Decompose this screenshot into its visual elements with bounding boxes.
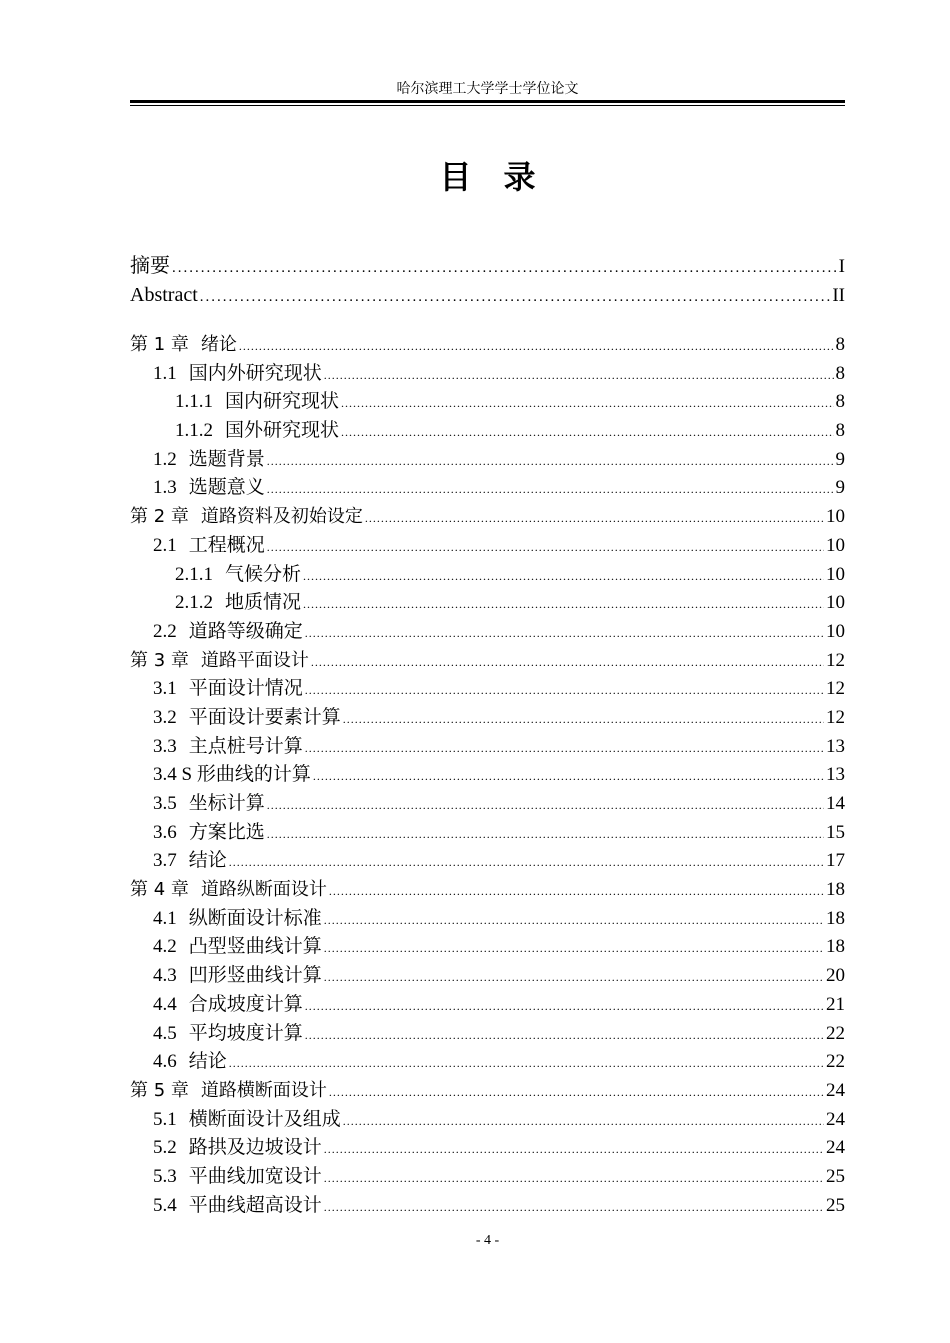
toc-section-entry[interactable] bbox=[130, 589, 845, 618]
toc-section-entry[interactable] bbox=[130, 933, 845, 962]
toc-chapter-entry[interactable] bbox=[130, 503, 845, 532]
toc-leader-dots bbox=[324, 934, 824, 963]
toc-entry-title: 道路横断面设计 bbox=[200, 1079, 327, 1101]
toc-entry-page: 18 bbox=[826, 879, 845, 901]
toc-entry-number: 4.1 bbox=[153, 907, 177, 929]
toc-entry-title: 平面设计情况 bbox=[188, 678, 303, 700]
toc-section-entry[interactable] bbox=[130, 733, 845, 762]
toc-leader-dots bbox=[343, 705, 824, 734]
toc-leader-dots bbox=[239, 332, 834, 361]
toc-entry-page: 24 bbox=[826, 1079, 845, 1101]
toc-section-entry[interactable] bbox=[130, 991, 845, 1020]
toc-entry-title: 结论 bbox=[188, 850, 227, 872]
toc-entry-number: 5.4 bbox=[153, 1194, 177, 1216]
toc-entry-number: 1.3 bbox=[153, 477, 177, 499]
toc-entry-page: 10 bbox=[826, 563, 845, 585]
toc-entry-page: 15 bbox=[826, 821, 845, 843]
page-title: 目录 bbox=[439, 158, 568, 196]
toc-leader-dots bbox=[267, 533, 824, 562]
toc-leader-dots bbox=[267, 447, 834, 476]
toc-entry-number: 第 2 章 bbox=[130, 506, 189, 528]
toc-entry-title: 凸型竖曲线计算 bbox=[188, 936, 322, 958]
toc-entry-number: 3.6 bbox=[153, 821, 177, 843]
toc-entry-title: 路拱及边坡设计 bbox=[188, 1137, 322, 1159]
toc-entry-page: 9 bbox=[835, 477, 845, 499]
toc-entry-page: 8 bbox=[835, 362, 845, 384]
toc-entry-title: 平曲线超高设计 bbox=[188, 1194, 322, 1216]
toc-entry-number: 5.3 bbox=[153, 1165, 177, 1187]
toc-entry-title: 结论 bbox=[188, 1051, 227, 1073]
toc-entry-page: 8 bbox=[835, 420, 845, 442]
toc-entry-page: 18 bbox=[826, 936, 845, 958]
toc-entry-title: 3.4 S 形曲线的计算 bbox=[153, 764, 311, 786]
toc-section-entry[interactable] bbox=[130, 388, 845, 417]
toc-section-entry[interactable] bbox=[130, 360, 845, 389]
toc-section-entry[interactable] bbox=[130, 446, 845, 475]
toc-entry-page: 24 bbox=[826, 1108, 845, 1130]
toc-section-entry[interactable] bbox=[130, 1134, 845, 1163]
toc-entry-title: 道路等级确定 bbox=[188, 620, 303, 642]
toc-leader-dots bbox=[305, 676, 824, 705]
toc-chapter-entry[interactable] bbox=[130, 647, 845, 676]
toc-leader-dots bbox=[267, 475, 834, 504]
toc-leader-dots bbox=[305, 734, 824, 763]
toc-entry-number: 1.1.1 bbox=[175, 391, 213, 413]
toc-leader-dots bbox=[200, 283, 831, 312]
toc-section-entry[interactable] bbox=[130, 962, 845, 991]
toc-entry-number: 4.6 bbox=[153, 1051, 177, 1073]
toc-section-entry[interactable] bbox=[130, 675, 845, 704]
toc-section-entry[interactable] bbox=[130, 790, 845, 819]
toc-entry-title: 绪论 bbox=[200, 334, 237, 355]
toc-section-entry[interactable] bbox=[130, 474, 845, 503]
toc-leader-dots bbox=[229, 848, 824, 877]
toc-entry-page: 25 bbox=[826, 1194, 845, 1216]
toc-entry-title: 道路平面设计 bbox=[200, 649, 309, 671]
toc-leader-dots bbox=[267, 820, 824, 849]
toc-leader-dots bbox=[343, 1107, 824, 1136]
header-rule-thin bbox=[130, 105, 845, 106]
toc-entry-page: II bbox=[832, 284, 845, 306]
toc-leader-dots bbox=[324, 361, 834, 390]
toc-entry-number: 第 3 章 bbox=[130, 649, 189, 671]
toc-leader-dots bbox=[329, 877, 824, 906]
toc-entry-title: 气候分析 bbox=[225, 563, 302, 585]
toc-leader-dots bbox=[341, 418, 833, 447]
toc-leader-dots bbox=[311, 648, 824, 677]
toc-leader-dots bbox=[305, 992, 824, 1021]
toc-entry-page: 13 bbox=[826, 764, 845, 786]
toc-entry-number: 2.1.2 bbox=[175, 592, 213, 614]
toc-entry-number: 3.1 bbox=[153, 678, 177, 700]
toc-leader-dots bbox=[313, 762, 824, 791]
toc-entry-number: 5.1 bbox=[153, 1108, 177, 1130]
toc-entry-number: 1.1 bbox=[153, 362, 177, 384]
toc-leader-dots bbox=[267, 791, 824, 820]
toc-leader-dots bbox=[365, 504, 824, 533]
toc-section-entry[interactable] bbox=[130, 1192, 845, 1221]
toc-leader-dots bbox=[303, 562, 824, 591]
toc-chapter-entry[interactable] bbox=[130, 876, 845, 905]
toc-entry-number: 3.7 bbox=[153, 850, 177, 872]
toc-entry-page: 10 bbox=[826, 620, 845, 642]
toc-section-entry[interactable] bbox=[130, 561, 845, 590]
toc-entry-page: I bbox=[838, 256, 845, 277]
toc-entry-page: 12 bbox=[826, 649, 845, 671]
toc-leader-dots bbox=[303, 590, 824, 619]
toc-leader-dots bbox=[172, 254, 837, 283]
toc-entry-number: 4.2 bbox=[153, 936, 177, 958]
toc-entry-title: 凹形竖曲线计算 bbox=[188, 965, 322, 987]
toc-entry-number: 第 1 章 bbox=[130, 334, 189, 355]
toc-entry-page: 8 bbox=[835, 334, 845, 355]
toc-entry-page: 12 bbox=[826, 706, 845, 728]
toc-entry-number: 第 4 章 bbox=[130, 879, 189, 901]
toc-entry-number: 4.4 bbox=[153, 993, 177, 1015]
toc-entry-title: 国内外研究现状 bbox=[188, 362, 322, 384]
toc-leader-dots bbox=[341, 389, 833, 418]
toc-entry-page: 8 bbox=[835, 391, 845, 413]
toc-entry-page: 12 bbox=[826, 678, 845, 700]
toc-entry-title: 横断面设计及组成 bbox=[188, 1108, 341, 1130]
toc-entry-title: 摘要 bbox=[130, 255, 170, 277]
toc-entry-page: 10 bbox=[826, 534, 845, 556]
toc-leader-dots bbox=[229, 1049, 824, 1078]
toc-section-entry[interactable] bbox=[130, 1163, 845, 1192]
running-header: 哈尔滨理工大学学士学位论文 bbox=[396, 81, 579, 97]
toc-section-entry[interactable] bbox=[130, 532, 845, 561]
toc-entry-title: 平面设计要素计算 bbox=[188, 706, 341, 728]
toc-entry-page: 24 bbox=[826, 1137, 845, 1159]
toc-entry-page: 14 bbox=[826, 793, 845, 814]
toc-section-entry[interactable] bbox=[130, 1048, 845, 1077]
toc-entry-title: 方案比选 bbox=[188, 821, 265, 843]
toc-section-entry[interactable] bbox=[130, 1020, 845, 1049]
toc-entry-page: 20 bbox=[826, 965, 845, 987]
toc-leader-dots bbox=[305, 619, 824, 648]
toc-entry-title: 地质情况 bbox=[225, 592, 302, 614]
toc-entry-page: 10 bbox=[826, 592, 845, 614]
header-rule-thick bbox=[130, 100, 845, 103]
toc-entry-title: Abstract bbox=[130, 283, 198, 306]
toc-entry-number: 2.1.1 bbox=[175, 563, 213, 585]
page-number: - 4 - bbox=[475, 1233, 500, 1248]
toc-entry-title: 道路纵断面设计 bbox=[200, 879, 327, 901]
toc-leader-dots bbox=[324, 1193, 824, 1222]
toc-entry-number: 3.5 bbox=[153, 793, 177, 814]
toc-entry-number: 4.5 bbox=[153, 1022, 177, 1044]
toc-entry-page: 13 bbox=[826, 735, 845, 757]
toc-entry-title: 工程概况 bbox=[188, 534, 265, 556]
toc-entry-title: 平曲线加宽设计 bbox=[188, 1165, 322, 1187]
toc-leader-dots bbox=[324, 963, 824, 992]
toc-section-entry[interactable] bbox=[130, 847, 845, 876]
toc-entry-page: 17 bbox=[826, 850, 845, 872]
toc-leader-dots bbox=[329, 1078, 824, 1107]
toc-entry-title: 主点桩号计算 bbox=[188, 735, 303, 757]
toc-list bbox=[130, 331, 845, 1220]
toc-leader-dots bbox=[305, 1021, 824, 1050]
toc-entry-page: 10 bbox=[826, 506, 845, 528]
toc-entry-page: 25 bbox=[826, 1165, 845, 1187]
toc-entry-title: 合成坡度计算 bbox=[188, 993, 303, 1015]
toc-entry-number: 1.2 bbox=[153, 448, 177, 470]
toc-chapter-entry[interactable] bbox=[130, 1077, 845, 1106]
toc-entry-number: 4.3 bbox=[153, 965, 177, 987]
toc-entry-page: 22 bbox=[826, 1051, 845, 1073]
toc-entry-title: 道路资料及初始设定 bbox=[200, 506, 363, 528]
toc-section-entry[interactable] bbox=[130, 761, 845, 790]
toc-entry-number: 1.1.2 bbox=[175, 420, 213, 442]
toc-section-entry[interactable] bbox=[130, 618, 845, 647]
toc-entry-number: 5.2 bbox=[153, 1137, 177, 1159]
toc-entry-page: 22 bbox=[826, 1022, 845, 1044]
toc-entry-number: 2.1 bbox=[153, 534, 177, 556]
toc-entry-title: 国内研究现状 bbox=[225, 391, 340, 413]
toc-entry-page: 21 bbox=[826, 993, 845, 1015]
toc-entry-number: 3.2 bbox=[153, 706, 177, 728]
toc-entry-title: 选题意义 bbox=[188, 477, 265, 499]
toc-entry-number: 2.2 bbox=[153, 620, 177, 642]
toc-entry-number: 3.3 bbox=[153, 735, 177, 757]
toc-entry[interactable] bbox=[130, 252, 845, 281]
toc-chapter-entry[interactable] bbox=[130, 331, 845, 360]
toc-entry-page: 9 bbox=[835, 448, 845, 470]
toc-entry[interactable] bbox=[130, 281, 845, 310]
toc-entry-title: 国外研究现状 bbox=[225, 420, 340, 442]
toc-leader-dots bbox=[324, 906, 824, 935]
toc-entry-number: 第 5 章 bbox=[130, 1079, 189, 1101]
toc-entry-page: 18 bbox=[826, 907, 845, 929]
toc-section-entry[interactable] bbox=[130, 905, 845, 934]
toc-section-entry[interactable] bbox=[130, 704, 845, 733]
toc-entry-title: 选题背景 bbox=[188, 448, 265, 470]
toc-leader-dots bbox=[324, 1135, 824, 1164]
toc-section-entry[interactable] bbox=[130, 819, 845, 848]
toc-section-entry[interactable] bbox=[130, 417, 845, 446]
toc-leader-dots bbox=[324, 1164, 824, 1193]
toc-entry-title: 平均坡度计算 bbox=[188, 1022, 303, 1044]
toc-front-matter bbox=[130, 252, 845, 309]
toc-entry-title: 坐标计算 bbox=[188, 793, 265, 814]
toc-entry-title: 纵断面设计标准 bbox=[188, 907, 322, 929]
toc-section-entry[interactable] bbox=[130, 1106, 845, 1135]
